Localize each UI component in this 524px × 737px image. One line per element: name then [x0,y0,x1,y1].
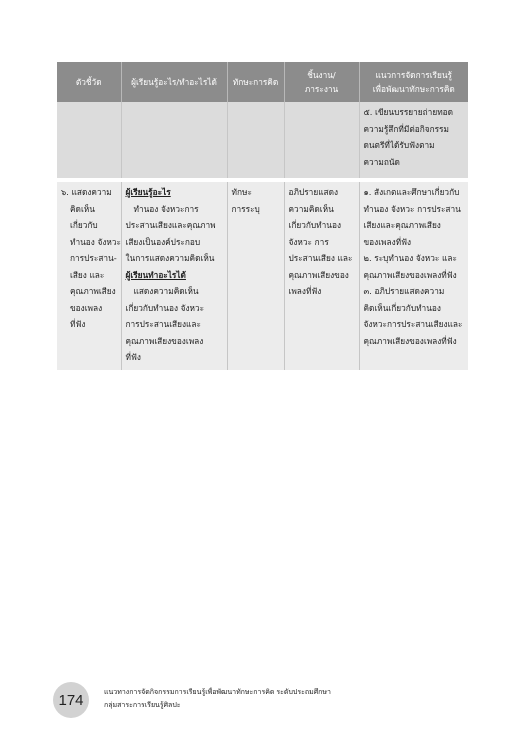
cell-line: คุณภาพเสียง [70,286,116,296]
table-cell-what-learned [121,182,227,370]
cell-line: คุณภาพเสียงของเพลงที่ฟัง [363,335,457,346]
footer-book-title: แนวทางการจัดกิจกรรมการเรียนรู้เพื่อพัฒนาทักษะการคิด ระดับประถมศึกษา [104,689,331,696]
cell-line: เกี่ยวกับ [70,220,98,230]
cell-line: ๕. เขียนบรรยายถ่ายทอด [363,107,454,117]
table-cell-approach [359,102,468,178]
table-cell [121,102,227,178]
cell-line: จังหวะการประสานเสียงและ [363,319,463,329]
cell-line: เกี่ยวกับทำนอง [288,220,342,230]
cell-line: เสียง และ [70,269,105,280]
cell-line: ทำนอง จังหวะ การประสาน [363,203,461,214]
page-number: 174 [58,691,84,709]
cell-line: ความรู้สึกที่มีต่อกิจกรรม [363,123,449,134]
cell-line: เสียงและคุณภาพเสียง [363,220,441,230]
table-cell-tasks [284,182,359,370]
table-cell-indicator [57,182,121,370]
page-footer [104,686,331,712]
header-tasks [284,62,359,102]
table-cell [284,102,359,178]
subheading-what-can-do: ผู้เรียนทำอะไรได้ [125,269,186,280]
cell-line: ความถนัด [363,156,400,167]
subheading-what-learn: ผู้เรียนรู้อะไร [125,187,171,197]
learning-table [57,62,468,370]
cell-line: เพลงที่ฟัง [288,286,322,296]
cell-line: ทำนอง จังหวะการ [133,203,199,214]
header-what-learned: ผู้เรียนรู้อะไร/ทำอะไรได้ [121,62,227,102]
header-tasks-line-2: ภาระงาน [304,84,339,94]
table-cell [57,102,121,178]
cell-line: เกี่ยวกับทำนอง จังหวะ [125,302,205,313]
cell-line: ประสานเสียงและคุณภาพ [125,220,216,230]
cell-line: ของเพลง [70,302,103,313]
cell-line: ๖. แสดงความ [61,187,112,197]
table-cell-thinking-skill [227,182,284,370]
cell-line: ๓. อภิปรายแสดงความ [363,286,445,296]
table-cell-approach [359,182,468,370]
table-row [57,182,468,370]
cell-line: การระบุ [231,203,260,214]
cell-line: ที่ฟัง [70,319,86,329]
cell-line: อภิปรายแสดง [288,187,339,197]
footer-subject-group: กลุ่มสาระการเรียนรู้ศิลปะ [104,702,181,709]
page-number-badge [53,682,89,718]
cell-line: คุณภาพเสียงของเพลงที่ฟัง [363,269,457,280]
cell-line: ความคิดเห็น [288,203,334,214]
header-tasks-line-1: ชิ้นงาน/ [307,70,336,80]
cell-line: การประสานเสียงและ [125,319,201,329]
table-header-row [57,62,468,102]
cell-line: เสียงเป็นองค์ประกอบ [125,236,201,247]
cell-line: ของเพลงที่ฟัง [363,236,412,247]
cell-line: คุณภาพเสียงของเพลง [125,335,204,346]
cell-line: จังหวะ การ [288,236,329,247]
cell-line: ที่ฟัง [125,352,141,362]
cell-line: คิดเห็นเกี่ยวกับทำนอง [363,302,441,313]
cell-line: การประสาน- [70,253,117,263]
cell-line: ทำนอง จังหวะ [70,236,121,247]
header-learning-approach [359,62,468,102]
header-thinking-skill: ทักษะการคิด [227,62,284,102]
table-row [57,102,468,178]
cell-line: คิดเห็น [70,203,95,214]
cell-line: ๑. สังเกตและศึกษาเกี่ยวกับ [363,187,460,197]
cell-line: แสดงความคิดเห็น [133,286,199,296]
cell-line: ๒. ระบุทำนอง จังหวะ และ [363,253,457,263]
cell-line: ประสานเสียง และ [288,253,353,263]
cell-line: คุณภาพเสียงของ [288,269,349,280]
cell-line: ทักษะ [231,187,252,197]
cell-line: ดนตรีที่ได้รับฟังตาม [363,140,435,150]
header-approach-line-1: แนวการจัดการเรียนรู้ [375,70,452,80]
cell-line: ในการแสดงความคิดเห็น [125,253,215,263]
header-approach-line-2: เพื่อพัฒนาทักษะการคิด [372,84,455,94]
header-indicator: ตัวชี้วัด [57,62,121,102]
table-cell [227,102,284,178]
